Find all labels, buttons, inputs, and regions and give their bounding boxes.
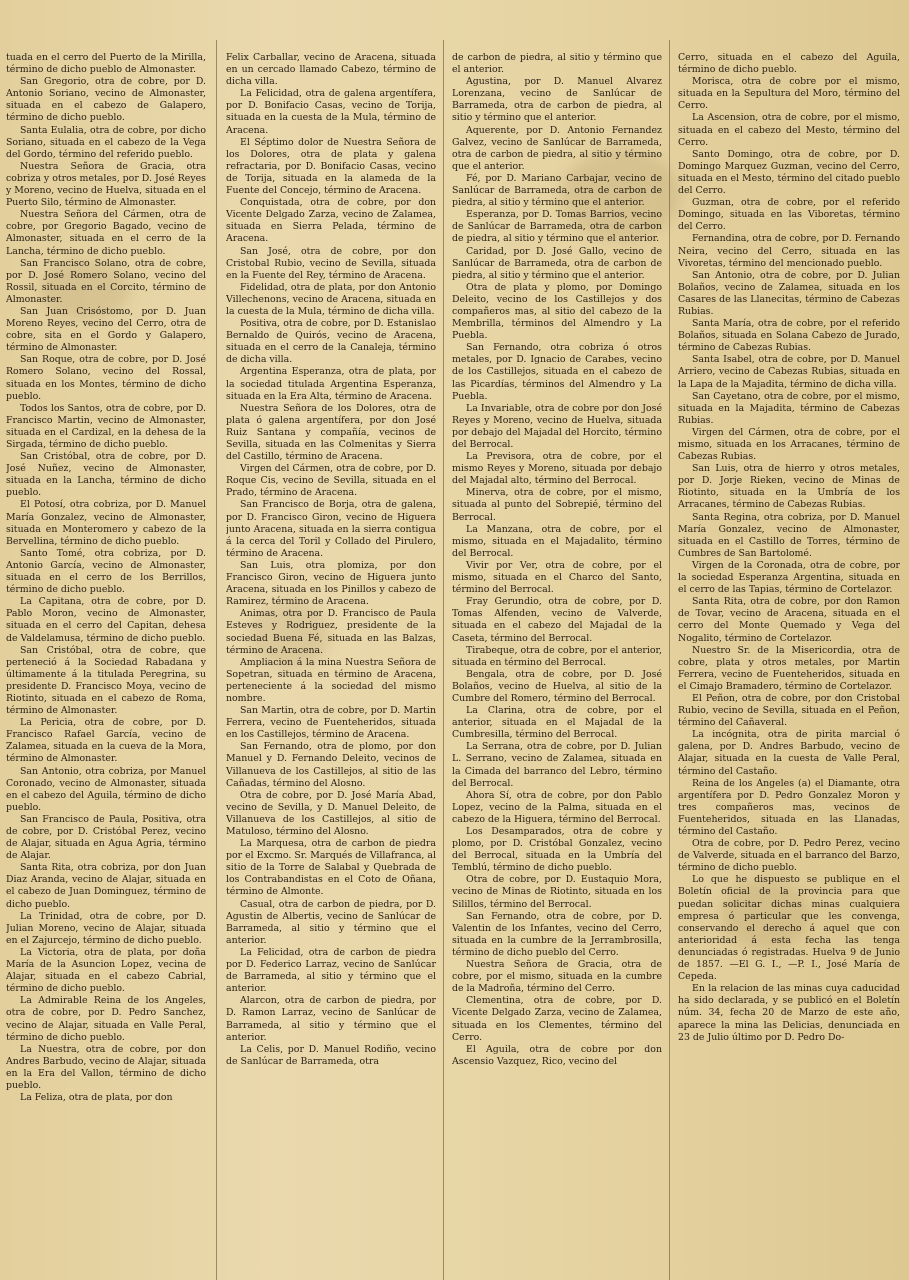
paragraph: La Previsora, otra de cobre, por el mismo Reyes y Moreno, situada por debajo del Majadal alto, término del Berrocal. [452,451,662,487]
paragraph: La Feliza, otra de plata, por don [20,1092,173,1104]
paragraph: Fidelidad, otra de plata, por don Antonio Villechenons, vecino de Aracena, situada en la cuesta de la Mula, término de dicha villa. [226,281,436,317]
show-through-header [280,2,700,42]
paragraph: Positiva, otra de cobre, por D. Estanislao Bernaldo de Quirós, vecino de Aracena, situada en el cerro de la Canaleja, término de dicha villa. [226,318,436,366]
paragraph: La Victoria, otra de plata, por doña María de la Asuncion Lopez, vecina de Alajar, situada en el cabezo Cabrial, término de dicho pueblo. [6,946,206,995]
paragraph: Otra de cobre, por D. José María Abad, vecino de Sevilla, y D. Manuel Deleito, de Villanueva de los Castillejos, al sitio de Matuloso, término del Alosno. [226,789,436,837]
paragraph: El Séptimo dolor de Nuestra Señora de los Dolores, otra de plata y galena refractaria, por D. Bonifacio Casas, vecino de Torija, situada en la alameda de la Fuente del Concejo, término de Aracena. [226,136,436,197]
paragraph: Bengala, otra de cobre, por D. José Bolaños, vecino de Huelva, al sitio de la Cumbre del Romero, término del Berrocal. [452,668,662,704]
paragraph: Felix Carballar, vecino de Aracena, situada en un cercado llamado Cabezo, término de dicha villa. [226,52,436,88]
paragraph: Ahora Sí, otra de cobre, por don Pablo Lopez, vecino de la Palma, situada en el cabezo de la Higuera, término del Berrocal. [452,789,662,825]
paragraph: San Fernando, otra cobriza ó otros metales, por D. Ignacio de Carabes, vecino de los Castillejos, situada en el cabezo de las Picardías, términos del Almendro y La Puebla. [452,342,662,402]
paragraph: La Clarina, otra de cobre, por el anterior, situada en el Majadal de la Cumbresilla, término del Berrocal. [452,705,662,741]
paragraph: La Marquesa, otra de carbon de piedra por el Excmo. Sr. Marqués de Villafranca, al sitio de la Torre de Salabal y Quebrada de los Contrabandistas en el Coto de Oñana, término de Almonte. [226,838,436,898]
paragraph: La Capitana, otra de cobre, por D. Pablo Moron, vecino de Almonaster, situada en el cerro del Capitan, dehesa de Valdelamusa, término de dicho pueblo. [6,596,206,644]
paragraph: Santo Tomé, otra cobriza, por D. Antonio García, vecino de Almonaster, situada en el cerro de los Berrillos, término de dicho pueblo. [6,547,206,596]
paragraph: La Invariable, otra de cobre por don José Reyes y Moreno, vecino de Huelva, situada por debajo del Majadal del Horcito, término del Berrocal. [452,402,662,450]
paragraph: San Francisco de Borja, otra de galena, por D. Francisco Giron, vecino de Higuera junto Aracena, situada en la sierra contigua á la cerca del Toril y Collado del Pirulero, término de Aracena. [226,499,436,559]
paragraph: Alarcon, otra de carbon de piedra, por D. Ramon Larraz, vecino de Sanlúcar de Barrameda, al sitio y término que el anterior. [226,995,436,1043]
text-column-1 [6,52,206,1280]
paragraph: Virgen de la Coronada, otra de cobre, por la sociedad Esperanza Argentina, situada en el cerro de las Tapias, término de Cortelazor. [678,559,900,596]
paragraph: Cerro, situada en el cabezo del Aguila, término de dicho pueblo. [678,52,900,76]
text-column-3 [452,52,662,1280]
paragraph: Nuestra Señora de Gracia, otra cobriza y otros metales, por D. José Reyes y Moreno, vecino de Huelva, situada en el Puerto Silo, término de Almonaster. [6,160,206,209]
paragraph: Virgen del Cármen, otra de cobre, por el mismo, situada en los Arracanes, término de Cabezas Rubias. [678,426,900,463]
paragraph: San Luis, otra de hierro y otros metales, por D. Jorje Rieken, vecino de Minas de Riotinto, situada en la Umbría de los Arracanes, término de Cabezas Rubias. [678,463,900,511]
paragraph: La Ascension, otra de cobre, por el mismo, situada en el cabezo del Mesto, término del Cerro. [678,112,900,148]
paragraph: Aquerente, por D. Antonio Fernandez Galvez, vecino de Sanlúcar de Barrameda, otra de carbon de piedra, al sitio y término que el anterior. [452,124,662,172]
paragraph: Caridad, por D. José Gallo, vecino de Sanlúcar de Barrameda, otra de carbon de piedra, al sitio y término que el anterior. [452,245,662,281]
paragraph: Nuestra Señora del Cármen, otra de cobre, por Gregorio Bagado, vecino de Almonaster, situada en el cerro de la Lancha, término de dicho pueblo. [6,209,206,257]
paragraph: San Cayetano, otra de cobre, por el mismo, situada en la Majadita, término de Cabezas Rubias. [678,390,900,426]
paragraph: Lo que he dispuesto se publique en el Boletín oficial de la provincia para que puedan solicitar dichas minas cualquiera empresa ó particular que les convenga, conservando el derecho á aquel que con anterioridad á esta fecha las tenga denunciadas ó registradas. Huelva 9 de Junio de 1857. —El G. I., —P. I., José María de Cepeda. [678,874,900,983]
paragraph: San Luis, otra plomiza, por don Francisco Giron, vecino de Higuera junto Aracena, situada en los Pinillos y cabezo de Ramirez, término de Aracena. [226,559,436,608]
paragraph: Santa Eulalia, otra de cobre, por dicho Soriano, situada en el cabezo de la Vega del Gordo, término del referido pueblo. [6,124,206,160]
paragraph: Santa Rita, otra cobriza, por don Juan Diaz Aranda, vecino de Alajar, situada en el cabezo de Juan Dominguez, término de dicho pueblo. [6,862,206,910]
paragraph: Santa Regina, otra cobriza, por D. Manuel María Gonzalez, vecino de Almonaster, situada en el Castillo de Torres, término de Cumbres de San Bartolomé. [678,511,900,559]
paragraph: Minerva, otra de cobre, por el mismo, situada al punto del Sobrepié, término del Berrocal. [452,487,662,523]
paragraph: La Trinidad, otra de cobre, por D. Julian Moreno, vecino de Alajar, situada en el Zajurcejo, término de dicho pueblo. [6,910,206,946]
paragraph: Nuestra Señora de los Dolores, otra de plata ó galena argentífera, por don José Ruiz Santana y compañía, vecinos de Sevilla, situada en las Colmenitas y Sierra del Castillo, término de Aracena. [226,402,436,463]
paragraph: San Cristóbal, otra de cobre, por D. José Nuñez, vecino de Almonaster, situada en la Lancha, término de dicho pueblo. [6,451,206,499]
paragraph: San Fernando, otra de cobre, por D. Valentin de los Infantes, vecino del Cerro, situada en la cumbre de la Jerrambrosilla, término de dicho pueblo del Cerro. [452,910,662,958]
paragraph: San Roque, otra de cobre, por D. José Romero Solano, vecino del Rossal, situada en los Montes, término de dicho pueblo. [6,354,206,402]
paragraph: Fé, por D. Mariano Carbajar, vecino de Sanlúcar de Barrameda, otra de carbon de piedra, al sitio y término que el anterior. [452,172,662,209]
paragraph: San Fernando, otra de plomo, por don Manuel y D. Fernando Deleito, vecinos de Villanueva de los Castillejos, al sitio de las Cañadas, término del Alosno. [226,741,436,789]
paragraph: tuada en el cerro del Puerto de la Mirilla, término de dicho pueblo de Almonaster. [6,52,206,76]
paragraph: Clementina, otra de cobre, por D. Vicente Delgado Zarza, vecino de Zalamea, situada en los Clementes, término del Cerro. [452,995,662,1043]
paragraph: San Martin, otra de cobre, por D. Martin Ferrera, vecino de Fuenteheridos, situada en los Castillejos, término de Aracena. [226,705,436,741]
paragraph: Santo Domingo, otra de cobre, por D. Domingo Marquez Guzman, vecino del Cerro, situada en el Mesto, término del citado pueblo del Cerro. [678,148,900,197]
paragraph: Otra de plata y plomo, por Domingo Deleito, vecino de los Castillejos y dos compañeros mas, al sitio del cabezo de la Membrilla, términos del Almendro y La Puebla. [452,281,662,342]
paragraph: San Gregorio, otra de cobre, por D. Antonio Soriano, vecino de Almonaster, situada en el cabezo de Galapero, término de dicho pueblo. [6,76,206,124]
paragraph: Morisca, otra de cobre por el mismo, situada en la Sepultura del Moro, término del Cerro. [678,76,900,112]
paragraph: San Antonio, otra de cobre, por D. Julian Bolaños, vecino de Zalamea, situada en los Casares de las Llanecitas, término de Cabezas Rubias. [678,269,900,317]
paragraph: Fray Gerundio, otra de cobre, por D. Tomas Alfenden, vecino de Valverde, situada en el cabezo del Majadal de la Caseta, término del Berrocal. [452,596,662,644]
column-rule [669,40,670,1280]
paragraph: La incógnita, otra de pirita marcial ó galena, por D. Andres Barbudo, vecino de Alajar, situada en la cuesta de Valle Peral, término del Castaño. [678,729,900,777]
paragraph: La Felicidad, otra de galena argentífera, por D. Bonifacio Casas, vecino de Torija, situada en la cuesta de la Mula, término de Aracena. [226,88,436,136]
paragraph: Otra de cobre, por D. Eustaquio Mora, vecino de Minas de Riotinto, situada en los Silillos, término del Berrocal. [452,874,662,910]
paragraph: Nuestro Sr. de la Misericordia, otra de cobre, plata y otros metales, por Martin Ferrera, vecino de Fuenteheridos, situada en el Cimajo Bramadero, término de Cortelazor. [678,644,900,692]
paragraph: Conquistada, otra de cobre, por don Vicente Delgado Zarza, vecino de Zalamea, situada en Sierra Pelada, término de Aracena. [226,197,436,245]
paragraph: La Manzana, otra de cobre, por el mismo, situada en el Majadalito, término del Berrocal. [452,523,662,559]
paragraph: Santa Rita, otra de cobre, por don Ramon de Tovar, vecino de Aracena, situada en el cerro del Monte Quemado y Vega del Nogalito, término de Cortelazor. [678,596,900,644]
paragraph: Santa María, otra de cobre, por el referido Bolaños, situada en Solana Cabezo de Jurado, término de Cabezas Rubias. [678,318,900,354]
paragraph: San Juan Crisóstomo, por D. Juan Moreno Reyes, vecino del Cerro, otra de cobre, sita en el Gordo y Galapero, término de Almonaster. [6,305,206,354]
paragraph: La Nuestra, otra de cobre, por don Andres Barbudo, vecino de Alajar, situada en la Era del Vallon, término de dicho pueblo. [6,1043,206,1091]
text-column-2 [226,52,436,1280]
paragraph: San José, otra de cobre, por don Cristobal Rubio, vecino de Sevilla, situada en la Fuente del Rey, término de Aracena. [226,245,436,281]
paragraph: Tirabeque, otra de cobre, por el anterior, situada en término del Berrocal. [452,644,662,668]
text-column-4 [678,52,900,1280]
paragraph: Fernandina, otra de cobre, por D. Fernando Neira, vecino del Cerro, situada en las Vivoretas, término del mencionado pueblo. [678,233,900,269]
paragraph: de carbon de piedra, al sitio y término que el anterior. [452,52,662,76]
paragraph: La Celis, por D. Manuel Rodiño, vecino de Sanlúcar de Barrameda, otra [226,1043,436,1067]
paragraph: San Antonio, otra cobriza, por Manuel Coronado, vecino de Almonaster, situada en el cabezo del Aguila, término de dicho pueblo. [6,765,206,813]
paragraph: En la relacion de las minas cuya caducidad ha sido declarada, y se publicó en el Boletín núm. 34, fecha 20 de Marzo de este año, aparece la mina las Delicias, denunciada en 23 de Julio último por D. Pedro Do- [678,983,900,1043]
paragraph: Animas, otra por D. Francisco de Paula Esteves y Rodriguez, presidente de la sociedad Buena Fé, situada en las Balzas, término de Aracena. [226,608,436,656]
paragraph: Ampliacion á la mina Nuestra Señora de Sopetran, situada en término de Aracena, perteneciente á la sociedad del mismo nombre. [226,656,436,704]
paragraph: Agustina, por D. Manuel Alvarez Lorenzana, vecino de Sanlúcar de Barrameda, otra de carbon de piedra, al sitio y término que el anterior. [452,76,662,124]
paragraph: Virgen del Cármen, otra de cobre, por D. Roque Cis, vecino de Sevilla, situada en el Prado, término de Aracena. [226,463,436,499]
paragraph: El Peñon, otra de cobre, por don Cristobal Rubio, vecino de Sevilla, situada en el Peñon, término del Cañaveral. [678,692,900,729]
paragraph: Nuestra Señora de Gracia, otra de cobre, por el mismo, situada en la cumbre de la Madroña, término del Cerro. [452,959,662,995]
paragraph: Vivir por Ver, otra de cobre, por el mismo, situada en el Charco del Santo, término del Berrocal. [452,559,662,596]
paragraph: La Felicidad, otra de carbon de piedra por D. Federico Larraz, vecino de Sanlúcar de Barrameda, al sitio y término que el anterior. [226,946,436,995]
paragraph: El Potosí, otra cobriza, por D. Manuel María Gonzalez, vecino de Almonaster, situada en Monteromero y cabezo de la Bervellina, término de dicho pueblo. [6,499,206,547]
paragraph: La Admirable Reina de los Angeles, otra de cobre, por D. Pedro Sanchez, vecino de Alajar, situada en Valle Peral, término de dicho pueblo. [6,995,206,1043]
paragraph: Santa Isabel, otra de cobre, por D. Manuel Arriero, vecino de Cabezas Rubias, situada en la Lapa de la Majadita, término de dicha villa. [678,354,900,390]
paragraph: Esperanza, por D. Tomas Barrios, vecino de Sanlúcar de Barrameda, otra de carbon de piedra, al sitio y término que el anterior. [452,209,662,245]
paragraph: El Aguila, otra de cobre por don Ascensio Vazquez, Rico, vecino del [452,1043,662,1067]
paragraph: Argentina Esperanza, otra de plata, por la sociedad titulada Argentina Esperanza, situada en la Era Alta, término de Aracena. [226,366,436,402]
paragraph: Guzman, otra de cobre, por el referido Domingo, situada en las Viboretas, término del Cerro. [678,197,900,233]
paragraph: Todos los Santos, otra de cobre, por D. Francisco Martin, vecino de Almonaster, situada en el Cardizal, en la dehesa de la Sirgada, término de dicho pueblo. [6,402,206,450]
paragraph: La Pericia, otra de cobre, por D. Francisco Rafael García, vecino de Zalamea, situada en la cueva de la Mora, término de Almonaster. [6,717,206,765]
paragraph: San Francisco de Paula, Positiva, otra de cobre, por D. Cristóbal Perez, vecino de Alajar, situada en Agua Agria, término de Alajar. [6,813,206,862]
paragraph: La Serrana, otra de cobre, por D. Julian L. Serrano, vecino de Zalamea, situada en la Cimada del barranco del Lebro, término del Berrocal. [452,741,662,789]
paragraph: San Cristóbal, otra de cobre, que perteneció á la Sociedad Rabadana y últimamente á la titulada Peregrina, su presidente D. Francisco Moya, vecino de Riotinto, situada en el cabezo de Roma, término de Almonaster. [6,644,206,717]
column-rule [216,40,217,1280]
paragraph: Reina de los Angeles (a) el Diamante, otra argentífera por D. Pedro Gonzalez Moron y tres compañeros mas, vecinos de Fuenteheridos, situada en las Llanadas, término del Castaño. [678,777,900,837]
paragraph: Otra de cobre, por D. Pedro Perez, vecino de Valverde, situada en el barranco del Barzo, término de dicho pueblo. [678,838,900,874]
paragraph: Casual, otra de carbon de piedra, por D. Agustin de Albertis, vecino de Sanlúcar de Barrameda, al sitio y término que el anterior. [226,898,436,946]
column-rule [443,40,444,1280]
paragraph: San Francisco Solano, otra de cobre, por D. José Romero Solano, vecino del Rossil, situada en el Corcito, término de Almonaster. [6,257,206,305]
paragraph: Los Desamparados, otra de cobre y plomo, por D. Cristóbal Gonzalez, vecino del Berrocal, situada en la Umbría del Temblú, término de dicho pueblo. [452,826,662,874]
